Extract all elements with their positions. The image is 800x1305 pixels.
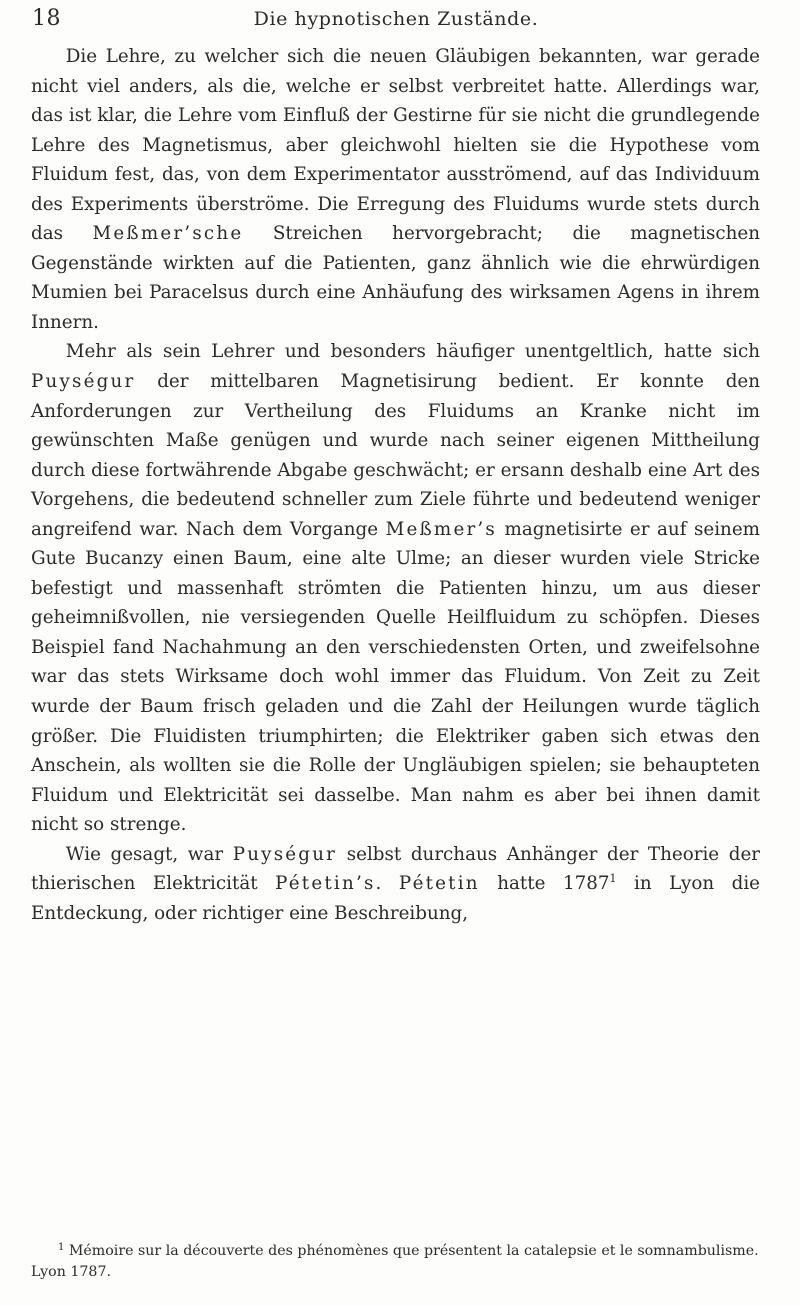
footnote bbox=[31, 1241, 760, 1283]
paragraph-2-text-cont: der mittelbaren Magnetisirung bedient. Er konnte den Anforderungen zur Vertheilung des Fluidums an Kranke nicht im gewünschten Maße genügen und wurde nach seiner eigenen Mittheilung durch diese fortwährende Abgabe geschwächt; er ersann deshalb eine Art des Vorgehens, die bedeutend schneller zum Ziele führte und bedeutend weniger angreifend war. Nach dem Vorgange bbox=[31, 371, 760, 540]
paragraph-1-text-cont: Streichen hervorgebracht; die magnetischen Gegenstände wirkten auf die Patienten, ganz ähnlich wie die ehrwürdigen Mumien bei Paracelsus durch eine Anhäufung des wirksamen Agens in ihrem Innern. bbox=[31, 223, 760, 333]
paragraph-3 bbox=[31, 840, 760, 929]
name-puysegur: Puységur bbox=[232, 843, 338, 865]
name-mesmer: Meßmer’s bbox=[385, 518, 497, 540]
name-mesmer: Meßmer’sche bbox=[92, 223, 244, 245]
paragraph-1-text: Die Lehre, zu welcher sich die neuen Gläubigen bekannten, war gerade nicht viel anders, als die, welche er selbst verbreitet hatte. Allerdings war, das ist klar, die Lehre vom Einfluß der Gestirne für sie nicht die grundlegende Lehre des Magnetismus, aber gleichwohl hielten sie die Hypothese vom Fluidum fest, das, von dem Experimentator ausströmend, auf das Individuum des Experiments überströme. Die Erregung des Fluidums wurde stets durch das bbox=[31, 46, 760, 245]
paragraph-2 bbox=[31, 337, 760, 839]
paragraph-1 bbox=[31, 42, 760, 337]
paragraph-3-text: Wie gesagt, war bbox=[65, 843, 233, 865]
page-header-title: Die hypnotischen Zustände. bbox=[253, 8, 539, 30]
footnote-mark: 1 bbox=[57, 1242, 65, 1253]
paragraph-2-text: Mehr als sein Lehrer und besonders häufiger unentgeltlich, hatte sich bbox=[65, 341, 760, 363]
paragraph-2-text-end: magnetisirte er auf seinem Gute Bucanzy einen Baum, eine alte Ulme; an dieser wurden viele Stricke befestigt und massenhaft strömten die Patienten hinzu, um aus dieser geheimnißvollen, nie versiegenden Quelle Heilfluidum zu schöpfen. Dieses Beispiel fand Nachahmung an den verschiedensten Orten, und zweifelsohne war das stets Wirksame doch wohl immer das Fluidum. Von Zeit zu Zeit wurde der Baum frisch geladen und die Zahl der Heilungen wurde täglich größer. Die Fluidisten triumphirten; die Elektriker gaben sich etwas den Anschein, als wollten sie die Rolle der Ungläubigen spielen; sie behaupteten Fluidum und Elektricität sei dasselbe. Man nahm es aber bei ihnen damit nicht so strenge. bbox=[31, 518, 760, 836]
paragraph-3-text-mid: hatte 1787 bbox=[479, 873, 610, 895]
paragraph-3-text-cont: selbst durchaus Anhänger der Theorie der thierischen Elektricität bbox=[31, 843, 760, 895]
footnote-text: Mémoire sur la découverte des phénomènes que présentent la catalepsie et le somnambulisme. Lyon 1787. bbox=[31, 1243, 759, 1280]
page-number: 18 bbox=[32, 6, 61, 31]
paragraph-3-text-end: in Lyon die Entdeckung, oder richtiger eine Beschreibung, bbox=[31, 873, 760, 924]
name-petetin: Pétetin bbox=[398, 873, 480, 895]
name-puysegur: Puységur bbox=[31, 371, 136, 393]
footnote-reference[interactable]: 1 bbox=[609, 872, 617, 886]
running-head bbox=[32, 6, 760, 36]
name-petetin: Pétetin’s bbox=[275, 873, 376, 895]
body-text bbox=[31, 42, 760, 928]
paragraph-3-punct: . bbox=[375, 873, 399, 895]
